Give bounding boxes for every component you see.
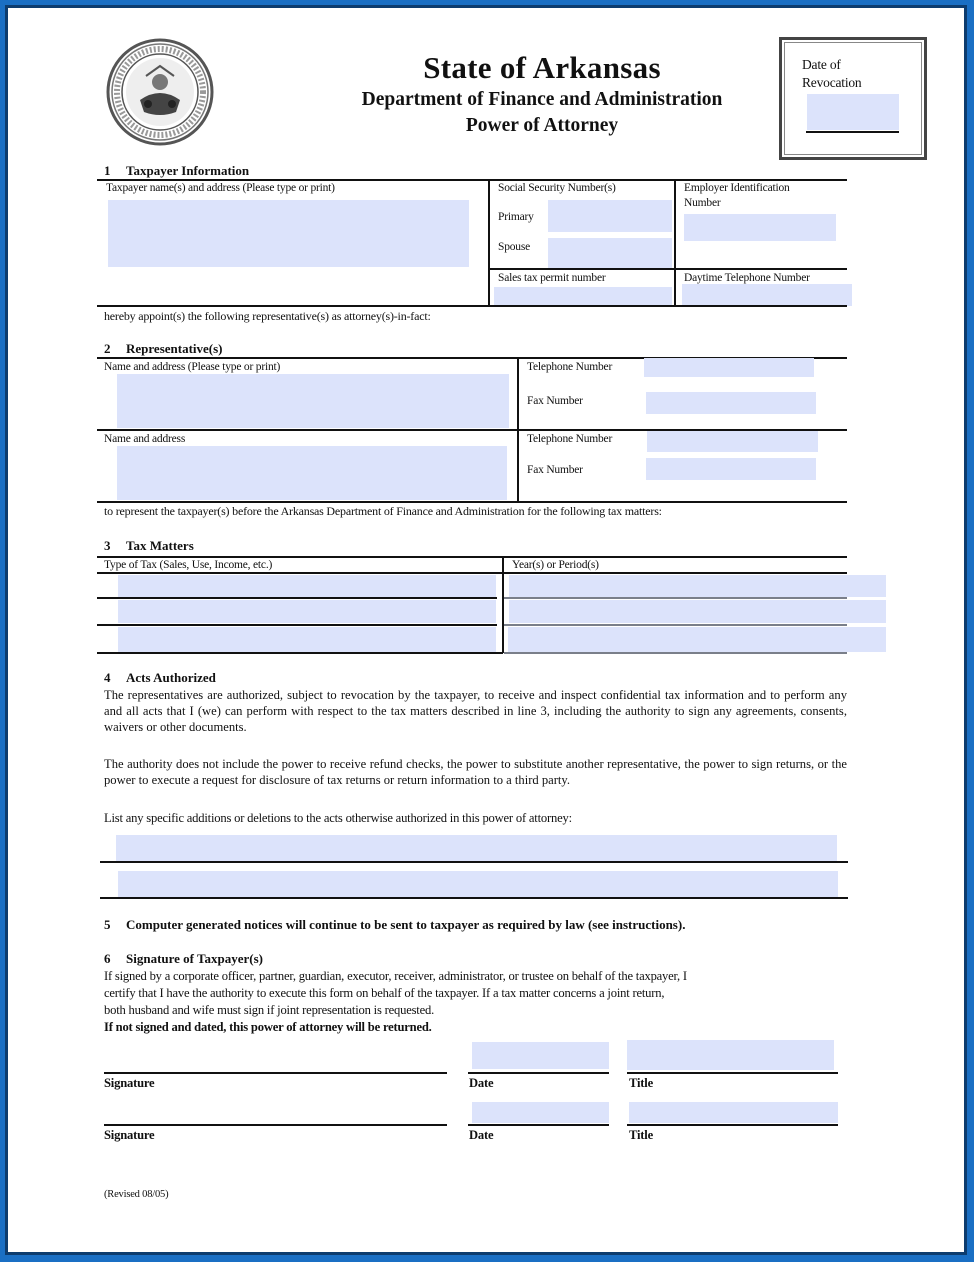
department-subtitle: Department of Finance and Administration <box>361 89 723 110</box>
ein-label-line2: Number <box>684 197 721 209</box>
period-input-1[interactable] <box>509 575 886 597</box>
taxpayer-name-address-input[interactable] <box>108 200 469 267</box>
revocation-label-line2: Revocation <box>802 75 862 90</box>
date-input-1[interactable] <box>472 1042 609 1069</box>
section1-mid-rule <box>489 268 847 270</box>
row2-rule-right <box>504 624 847 626</box>
title-label-2: Title <box>629 1128 653 1142</box>
row3-rule-right <box>504 652 847 654</box>
sales-tax-input[interactable] <box>494 287 672 306</box>
tax-type-input-3[interactable] <box>118 627 496 652</box>
taxpayer-name-label: Taxpayer name(s) and address (Please type or print) <box>106 182 335 194</box>
daytime-phone-input[interactable] <box>682 284 852 306</box>
rep1-name-address-input[interactable] <box>117 374 509 428</box>
date-line-2 <box>468 1124 609 1126</box>
represent-text: to represent the taxpayer(s) before the Arkansas Department of Finance and Administration for the following tax matters: <box>104 504 662 518</box>
tax-type-input-1[interactable] <box>118 575 496 597</box>
section3-top-rule <box>97 556 847 558</box>
date-label-2: Date <box>469 1128 494 1142</box>
row2-rule-left <box>97 624 497 626</box>
row3-rule-left <box>97 652 503 654</box>
additions-input-1[interactable] <box>116 835 837 861</box>
daytime-phone-label: Daytime Telephone Number <box>684 272 810 284</box>
tax-type-input-2[interactable] <box>118 600 496 623</box>
section3-header-rule <box>97 572 847 574</box>
section1-bottom-rule <box>97 305 847 307</box>
period-input-3[interactable] <box>508 627 886 652</box>
signature-label-2: Signature <box>104 1128 155 1142</box>
period-input-2[interactable] <box>509 600 886 623</box>
section1-top-rule <box>97 179 847 181</box>
rep1-fax-input[interactable] <box>646 392 816 414</box>
title-line-1 <box>627 1072 838 1074</box>
additions-label: List any specific additions or deletions to the acts otherwise authorized in this power of attorney: <box>104 811 572 825</box>
title-input-2[interactable] <box>629 1102 838 1123</box>
section1-heading: 1 Taxpayer Information <box>104 163 250 178</box>
rep2-fax-label: Fax Number <box>527 464 583 476</box>
date-label-1: Date <box>469 1076 494 1090</box>
sales-tax-label: Sales tax permit number <box>498 272 606 284</box>
title-line-2 <box>627 1124 838 1126</box>
section2-heading: 2 Representative(s) <box>104 341 223 356</box>
title-input-1[interactable] <box>627 1040 834 1070</box>
signature-label-1: Signature <box>104 1076 155 1090</box>
additions-input-2[interactable] <box>118 871 838 897</box>
spouse-label: Spouse <box>498 241 531 253</box>
rep1-phone-input[interactable] <box>644 358 814 377</box>
period-header: Year(s) or Period(s) <box>512 559 599 571</box>
signature-line-2[interactable] <box>104 1124 447 1126</box>
row1-rule-left <box>97 597 497 599</box>
section2-bottom-rule <box>97 501 847 503</box>
signature-warning: If not signed and dated, this power of attorney will be returned. <box>104 1020 432 1034</box>
form-name: Power of Attorney <box>465 115 619 136</box>
ein-label-line1: Employer Identification <box>684 182 790 194</box>
rep2-phone-label: Telephone Number <box>527 433 613 445</box>
ein-input[interactable] <box>684 214 836 241</box>
revised-date: (Revised 08/05) <box>104 1189 169 1200</box>
signature-line-1[interactable] <box>104 1072 447 1074</box>
signature-paragraph-line2: certify that I have the authority to execute this form on behalf of the taxpayer. If a tax matter concerns a joint return, <box>104 986 665 1000</box>
acts-authorized-paragraph: The representatives are authorized, subject to revocation by the taxpayer, to receive and inspect confidential tax information and to perform any and all acts that I (we) can perform with respect to the tax matters described in line 3, including the authority to sign any agreements, consents, waivers or other documents. <box>104 688 847 734</box>
rep1-phone-label: Telephone Number <box>527 361 613 373</box>
authority-limits-paragraph: The authority does not include the power to receive refund checks, the power to substitute another representative, the power to sign returns, or the power to execute a request for disclosure of tax returns or return information to a third party. <box>104 757 847 787</box>
rep1-name-label: Name and address (Please type or print) <box>104 361 281 373</box>
appoint-text: hereby appoint(s) the following representative(s) as attorney(s)-in-fact: <box>104 309 431 323</box>
primary-label: Primary <box>498 211 534 223</box>
signature-paragraph-line1: If signed by a corporate officer, partner, guardian, executor, receiver, administrator, or trustee on behalf of the taxpayer, I <box>104 969 687 983</box>
signature-paragraph-line3: both husband and wife must sign if joint representation is requested. <box>104 1003 435 1017</box>
date-input-2[interactable] <box>472 1102 609 1123</box>
section6-heading: 6 Signature of Taxpayer(s) <box>104 951 263 966</box>
section3-heading: 3 Tax Matters <box>104 538 194 553</box>
rep1-fax-label: Fax Number <box>527 395 583 407</box>
revocation-underline <box>806 131 899 133</box>
revocation-label-line1: Date of <box>802 57 841 72</box>
spouse-ssn-input[interactable] <box>548 238 672 268</box>
section5-text: 5 Computer generated notices will continue to be sent to taxpayer as required by law (see instructions). <box>104 917 686 932</box>
page-title: State of Arkansas <box>423 50 661 85</box>
section1-divider-1 <box>488 180 490 306</box>
rep2-fax-input[interactable] <box>646 458 816 480</box>
rep2-name-address-input[interactable] <box>117 446 507 500</box>
section4-heading: 4 Acts Authorized <box>104 670 216 685</box>
ssn-label: Social Security Number(s) <box>498 182 616 194</box>
rep2-phone-input[interactable] <box>647 431 818 452</box>
revocation-date-input[interactable] <box>807 94 899 130</box>
tax-type-header: Type of Tax (Sales, Use, Income, etc.) <box>104 559 273 571</box>
additions-rule-1 <box>100 861 848 863</box>
date-line-1 <box>468 1072 609 1074</box>
title-label-1: Title <box>629 1076 653 1090</box>
row1-rule-right <box>504 597 847 599</box>
section1-divider-2 <box>674 180 676 306</box>
rep2-name-label: Name and address <box>104 433 186 445</box>
primary-ssn-input[interactable] <box>548 200 672 232</box>
additions-rule-2 <box>100 897 848 899</box>
